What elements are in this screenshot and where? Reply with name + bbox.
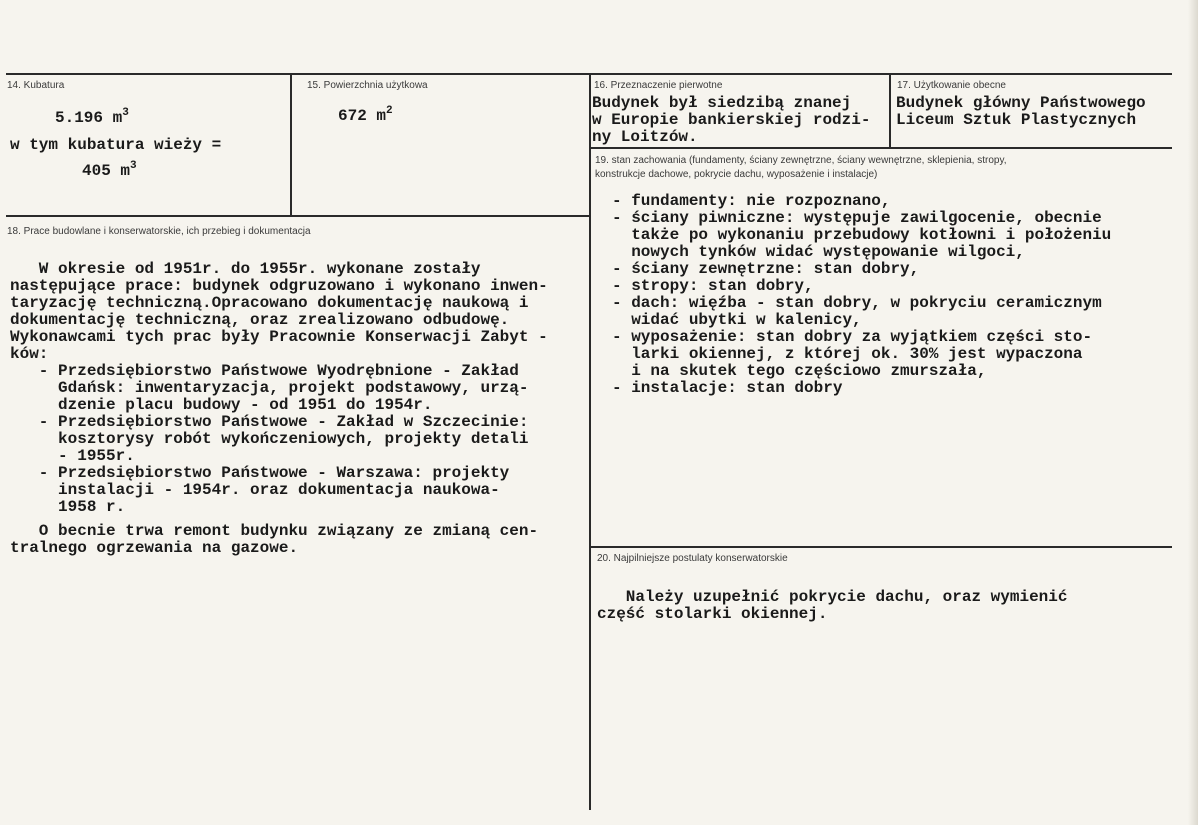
field-19-line: - ściany zewnętrzne: stan dobry, xyxy=(612,260,920,278)
field-18-line: - Przedsiębiorstwo Państwowe - Warszawa: projekty xyxy=(10,464,510,482)
field-17-line: Budynek główny Państwowego xyxy=(896,94,1146,112)
card-edge-shadow xyxy=(1188,0,1198,825)
field-18-line: tralnego ogrzewania na gazowe. xyxy=(10,539,299,557)
field-18-line: Wykonawcami tych prac były Pracownie Konserwacji Zabyt - xyxy=(10,328,548,346)
field-16-line: w Europie bankierskiej rodzi- xyxy=(592,111,871,129)
field-17-label: 17. Użytkowanie obecne xyxy=(897,80,1006,91)
field-18-line: W okresie od 1951r. do 1955r. wykonane zostały xyxy=(10,260,481,278)
field-18-line: taryzację techniczną.Opracowano dokumentację naukową i xyxy=(10,294,529,312)
field-14-value: 5.196 $m^3$ xyxy=(55,107,129,127)
field-18-line: instalacji - 1954r. oraz dokumentacja naukowa- xyxy=(10,481,500,499)
field-18-line: Gdańsk: inwentaryzacja, projekt podstawowy, urzą- xyxy=(10,379,529,397)
field-18-line: dzenie placu budowy - od 1951 do 1954r. xyxy=(10,396,433,414)
field-16-label: 16. Przeznaczenie pierwotne xyxy=(594,80,723,91)
field-19-line: i na skutek tego częściowo zmurszała, xyxy=(612,362,987,380)
field-18-line: kosztorysy robót wykończeniowych, projekty detali xyxy=(10,430,529,448)
field-14-tower-value: 405 $m^3$ xyxy=(82,160,137,180)
field-14-label: 14. Kubatura xyxy=(7,80,65,91)
field-19-line: - ściany piwniczne: występuje zawilgocenie, obecnie xyxy=(612,209,1102,227)
divider-14-15 xyxy=(290,75,292,215)
field-18-label: 18. Prace budowlane i konserwatorskie, ich przebieg i dokumentacja xyxy=(7,226,311,237)
field-19-line: - wyposażenie: stan dobry za wyjątkiem części sto- xyxy=(612,328,1093,346)
field-19-label: 19. stan zachowania (fundamenty, ściany zewnętrzne, ściany wewnętrzne, sklepienia, stropy, xyxy=(595,155,1007,166)
field-18-line: O becnie trwa remont budynku związany ze zmianą cen- xyxy=(10,522,539,540)
field-16-line: ny Loitzów. xyxy=(592,128,698,146)
field-17-line: Liceum Sztuk Plastycznych xyxy=(896,111,1137,129)
rule-above-19 xyxy=(591,147,1172,149)
field-18-line: - Przedsiębiorstwo Państwowe Wyodrębnione - Zakład xyxy=(10,362,519,380)
field-15-value: 672 $m^2$ xyxy=(338,105,393,125)
field-20-line: Należy uzupełnić pokrycie dachu, oraz wymienić xyxy=(597,588,1068,606)
divider-16-17 xyxy=(889,75,891,147)
field-19-line: - dach: więźba - stan dobry, w pokryciu ceramicznym xyxy=(612,294,1102,312)
field-18-line: - 1955r. xyxy=(10,447,135,465)
rule-above-18 xyxy=(6,215,590,217)
field-16-line: Budynek był siedzibą znanej xyxy=(592,94,852,112)
field-19-line: nowych tynków widać występowanie wilgoci, xyxy=(612,243,1025,261)
field-18-line: dokumentację techniczną, oraz zrealizowano odbudowę. xyxy=(10,311,510,329)
field-18-line: - Przedsiębiorstwo Państwowe - Zakład w Szczecinie: xyxy=(10,413,529,431)
field-19-line: - instalacje: stan dobry xyxy=(612,379,843,397)
field-18-line: następujące prace: budynek odgruzowano i wykonano inwen- xyxy=(10,277,548,295)
field-18-line: ków: xyxy=(10,345,49,363)
field-18-line: 1958 r. xyxy=(10,498,126,516)
field-19-label-cont: konstrukcje dachowe, pokrycie dachu, wyposażenie i instalacje) xyxy=(595,169,878,180)
field-20-label: 20. Najpilniejsze postulaty konserwatorskie xyxy=(597,553,788,564)
field-15-label: 15. Powierzchnia użytkowa xyxy=(307,80,428,91)
field-14-tower-label: w tym kubatura wieży = xyxy=(10,136,222,154)
field-19-line: także po wykonaniu przebudowy kotłowni i położeniu xyxy=(612,226,1112,244)
field-19-line: - stropy: stan dobry, xyxy=(612,277,814,295)
field-19-line: larki okiennej, z której ok. 30% jest wypaczona xyxy=(612,345,1083,363)
field-20-line: część stolarki okiennej. xyxy=(597,605,828,623)
field-19-line: widać ubytki w kalenicy, xyxy=(612,311,862,329)
main-vertical-divider xyxy=(589,75,591,810)
field-19-line: - fundamenty: nie rozpoznano, xyxy=(612,192,891,210)
rule-above-20 xyxy=(591,546,1172,548)
